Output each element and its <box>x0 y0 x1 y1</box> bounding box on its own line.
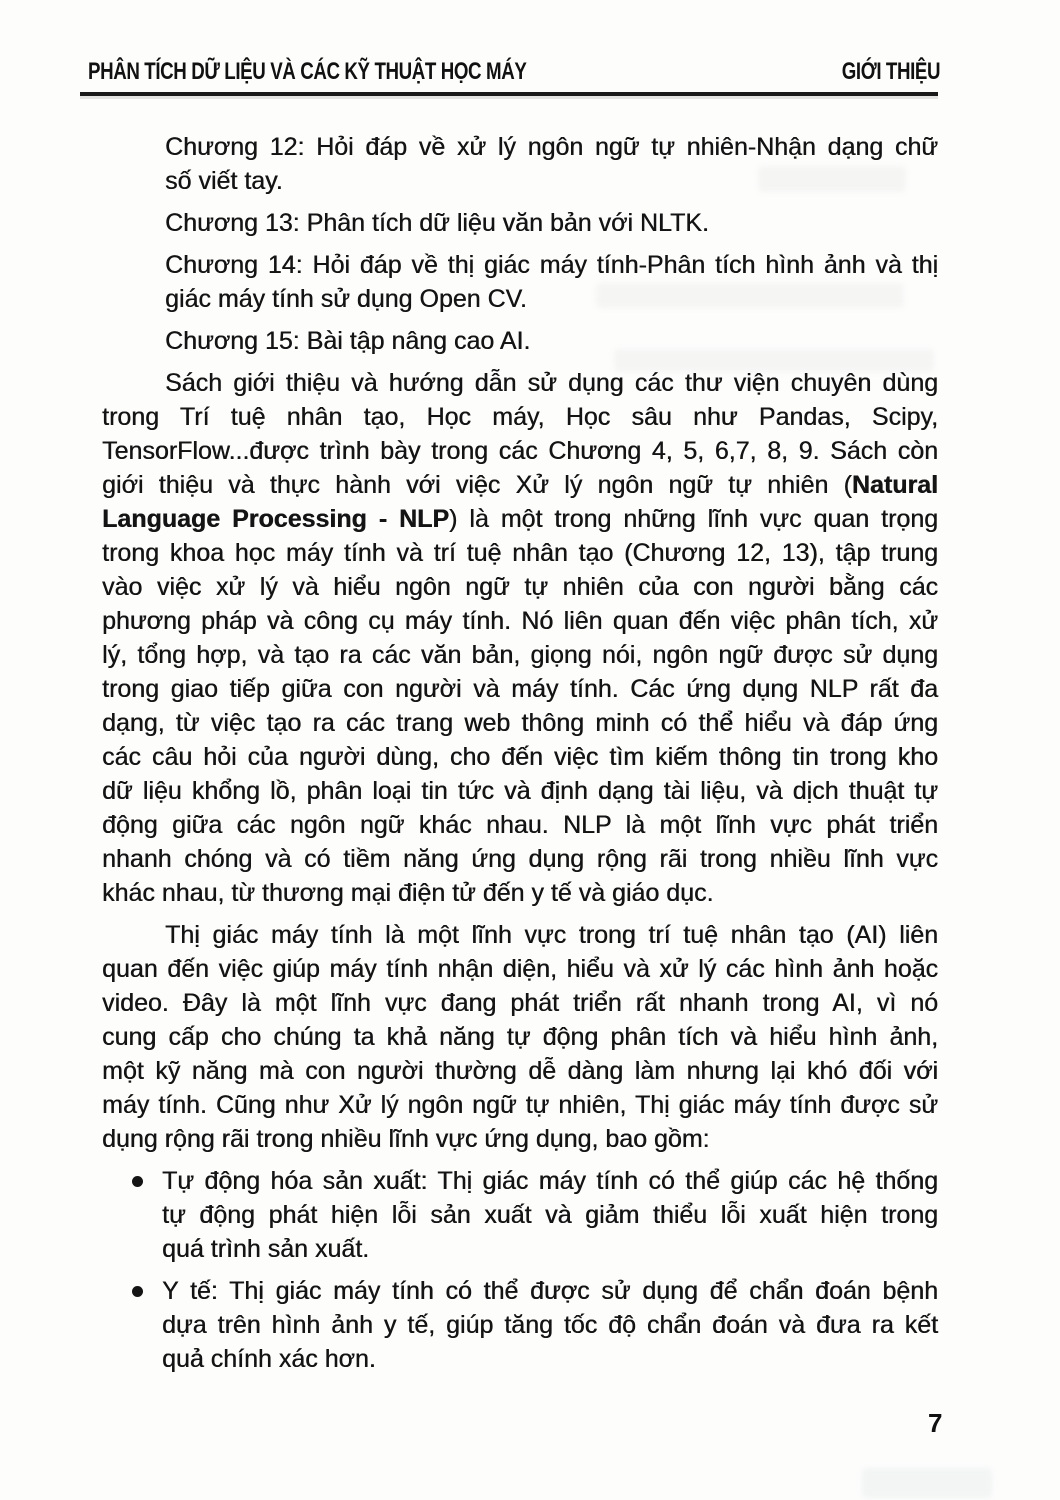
text-line: trong Trí tuệ nhân tạo, Học máy, Học sâu như Pandas, Scipy, <box>102 403 938 431</box>
text-line: Chương 13: Phân tích dữ liệu văn bản với NLTK. <box>165 209 709 237</box>
text-line: số viết tay. <box>165 167 283 195</box>
text-line: TensorFlow...được trình bày trong các Chương 4, 5, 6,7, 8, 9. Sách còn <box>102 437 938 465</box>
text-line: máy tính. Cũng như Xử lý ngôn ngữ tự nhiên, Thị giác máy tính được sử <box>102 1091 938 1119</box>
text-line: giới thiệu và thực hành với việc Xử lý ngôn ngữ tự nhiên (Natural <box>102 471 938 499</box>
text-line: Chương 14: Hỏi đáp về thị giác máy tính-Phân tích hình ảnh và thị <box>165 251 938 279</box>
scan-artifact <box>862 1468 992 1498</box>
text-line: dựa trên hình ảnh y tế, giúp tăng tốc độ chẩn đoán và đưa ra kết <box>162 1311 938 1339</box>
text-line: nhanh chóng và có tiềm năng ứng dụng rộng rãi trong nhiều lĩnh vực <box>102 845 938 873</box>
text-line: Tự động hóa sản xuất: Thị giác máy tính có thể giúp các hệ thống <box>162 1167 938 1195</box>
text-line: Y tế: Thị giác máy tính có thể được sử dụng để chẩn đoán bệnh <box>162 1277 938 1305</box>
text-line: Thị giác máy tính là một lĩnh vực trong trí tuệ nhân tạo (AI) liên <box>165 921 938 949</box>
bullet-item <box>102 1274 938 1376</box>
text-line: quả chính xác hơn. <box>162 1345 376 1373</box>
text-line: lý, tổng hợp, và tạo ra các văn bản, giọng nói, ngôn ngữ được sử dụng <box>102 641 938 669</box>
text-line: video. Đây là một lĩnh vực đang phát triển rất nhanh trong AI, vì nó <box>102 989 938 1017</box>
text-line: động giữa các ngôn ngữ khác nhau. NLP là một lĩnh vực phát triển <box>102 811 938 839</box>
scan-artifact <box>758 166 906 192</box>
text-line: quan đến việc giúp máy tính nhận diện, hiểu và xử lý các hình ảnh hoặc <box>102 955 938 983</box>
running-header-right: GIỚI THIỆU <box>841 58 940 85</box>
text-line: một kỹ năng mà con người thường dễ dàng làm nhưng lại khó đối với <box>102 1057 938 1085</box>
bullet-icon <box>132 1176 143 1187</box>
scan-artifact <box>614 349 934 372</box>
text-line: cung cấp cho chúng ta khả năng tự động phân tích và hiểu hình ảnh, <box>102 1023 938 1051</box>
scan-artifact <box>596 283 904 308</box>
bullet-item <box>102 1164 938 1266</box>
text-line: tự động phát hiện lỗi sản xuất và giảm thiểu lỗi xuất hiện trong <box>162 1201 938 1229</box>
text-line: phương pháp và công cụ máy tính. Nó liên quan đến việc phân tích, xử <box>102 607 938 635</box>
text-line: dụng rộng rãi trong nhiều lĩnh vực ứng dụng, bao gồm: <box>102 1125 710 1153</box>
text-line: Chương 12: Hỏi đáp về xử lý ngôn ngữ tự nhiên-Nhận dạng chữ <box>165 133 938 161</box>
text-line: dạng, từ việc tạo ra các trang web thông minh có thể hiểu và đáp ứng <box>102 709 938 737</box>
running-header-left: PHÂN TÍCH DỮ LIỆU VÀ CÁC KỸ THUẬT HỌC MÁY <box>88 58 527 85</box>
text-line: dữ liệu khổng lồ, phân loại tin tức và định dạng tài liệu, và dịch thuật tự <box>102 777 938 805</box>
text-line: Language Processing - NLP) là một trong những lĩnh vực quan trọng <box>102 505 939 533</box>
text-line: Sách giới thiệu và hướng dẫn sử dụng các thư viện chuyên dùng <box>165 369 938 397</box>
text-line: Chương 15: Bài tập nâng cao AI. <box>165 327 531 355</box>
paragraph <box>102 366 938 910</box>
content <box>102 130 938 1384</box>
paragraph <box>102 918 938 1156</box>
text-line: khác nhau, từ thương mại điện tử đến y tế và giáo dục. <box>102 879 714 907</box>
page-number: 7 <box>928 1408 943 1438</box>
text-line: vào việc xử lý và hiểu ngôn ngữ tự nhiên của con người bằng các <box>102 573 938 601</box>
chapter-item <box>165 206 938 240</box>
text-line: quá trình sản xuất. <box>162 1235 370 1263</box>
text-line: giác máy tính sử dụng Open CV. <box>165 285 527 313</box>
bullet-icon <box>132 1286 143 1297</box>
text-line: trong khoa học máy tính và trí tuệ nhân tạo (Chương 12, 13), tập trung <box>102 539 938 567</box>
header-rule <box>80 92 938 96</box>
text-line: trong giao tiếp giữa con người và máy tính. Các ứng dụng NLP rất đa <box>102 675 938 703</box>
text-line: các câu hỏi của người dùng, cho đến việc tìm kiếm thông tin trong kho <box>102 743 938 771</box>
